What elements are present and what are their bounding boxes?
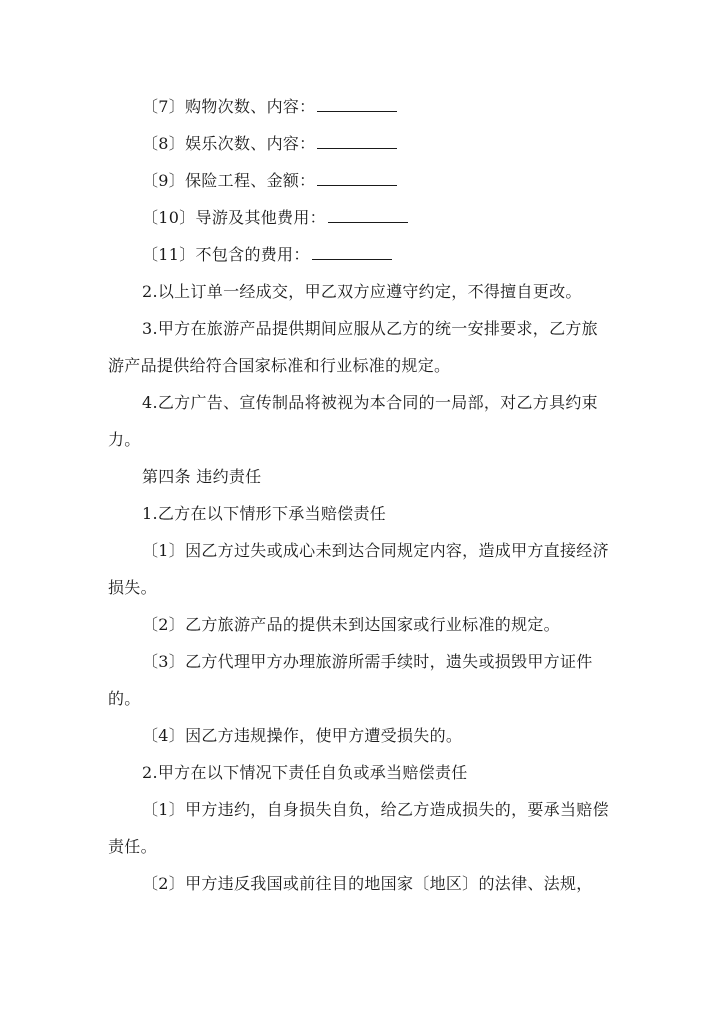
fill-blank [328, 208, 408, 223]
liability-1-item-1: 〔1〕因乙方过失或成心未到达合同规定内容，造成甲方直接经济损失。 [108, 541, 609, 597]
liability-2-item-2: 〔2〕甲方违反我国或前往目的地国家〔地区〕的法律、法规， [142, 874, 593, 893]
item-10-guide-fees: 〔10〕导游及其他费用： [108, 199, 614, 236]
liability-2-heading: 2.甲方在以下情况下责任自负或承当赔偿责任 [142, 763, 468, 782]
liability-1-item-4: 〔4〕因乙方违规操作，使甲方遭受损失的。 [142, 726, 463, 745]
clause-2-order: 2.以上订单一经成交，甲乙双方应遵守约定，不得擅自更改。 [142, 282, 582, 301]
liability-2-item-1: 〔1〕甲方违约，自身损失自负，给乙方造成损失的，要承当赔偿责任。 [108, 800, 609, 856]
item-11-excluded-fees: 〔11〕不包含的费用： [108, 236, 614, 273]
fill-blank [317, 171, 397, 186]
item-8-entertainment: 〔8〕娱乐次数、内容： [108, 125, 614, 162]
item-7-shopping: 〔7〕购物次数、内容： [108, 88, 614, 125]
liability-1-heading: 1.乙方在以下情形下承当赔偿责任 [142, 504, 387, 523]
clause-3-arrangement: 3.甲方在旅游产品提供期间应服从乙方的统一安排要求，乙方旅游产品提供给符合国家标准和行业标准的规定。 [108, 319, 598, 375]
clause-4-advertising: 4.乙方广告、宣传制品将被视为本合同的一局部，对乙方具约束力。 [108, 393, 598, 449]
document-body [108, 88, 614, 902]
item-9-insurance: 〔9〕保险工程、金额： [108, 162, 614, 199]
liability-1-item-3: 〔3〕乙方代理甲方办理旅游所需手续时，遗失或损毁甲方证件的。 [108, 652, 593, 708]
fill-blank [317, 134, 397, 149]
fill-blank [312, 245, 392, 260]
fill-blank [317, 97, 397, 112]
article-4-heading: 第四条 违约责任 [142, 467, 262, 486]
liability-1-item-2: 〔2〕乙方旅游产品的提供未到达国家或行业标准的规定。 [142, 615, 560, 634]
